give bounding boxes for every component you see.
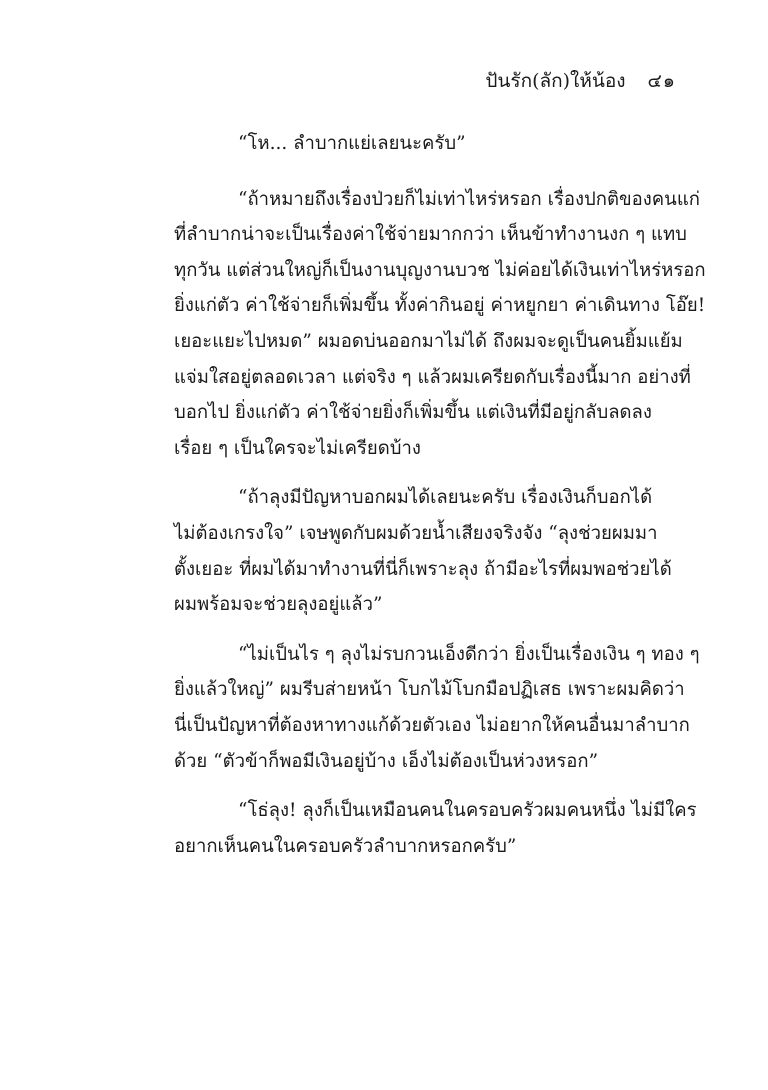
text-line: ทุกวัน แต่ส่วนใหญ่ก็เป็นงานบุญงานบวช ไม่ค่อยได้เงินเท่าไหร่หรอก	[174, 259, 706, 281]
text-line: ยิ่งแก่ตัว ค่าใช้จ่ายก็เพิ่มขึ้น ทั้งค่ากินอยู่ ค่าหยูกยา ค่าเดินทาง โอ๊ย!	[174, 295, 706, 317]
paragraph	[174, 480, 679, 622]
text-line: แจ่มใสอยู่ตลอดเวลา แต่จริง ๆ แล้วผมเครียดกับเรื่องนี้มาก อย่างที่	[174, 366, 691, 388]
text-line: ด้วย “ตัวข้าก็พอมีเงินอยู่บ้าง เอ็งไม่ต้องเป็นห่วงหรอก”	[174, 750, 599, 772]
text-line: บอกไป ยิ่งแก่ตัว ค่าใช้จ่ายยิ่งก็เพิ่มขึ้น แต่เงินที่มีอยู่กลับลดลง	[174, 402, 652, 424]
text-line: “โธ่ลุง! ลุงก็เป็นเหมือนคนในครอบครัวผมคนหนึ่ง ไม่มีใคร	[238, 800, 697, 822]
text-line: ผมพร้อมจะช่วยลุงอยู่แล้ว”	[174, 594, 383, 616]
book-title: ปันรัก(ลัก)ให้น้อง	[485, 70, 626, 92]
text-line: ที่ลำบากน่าจะเป็นเรื่องค่าใช้จ่ายมากกว่า เห็นข้าทำงานงก ๆ แทบ	[174, 224, 687, 246]
text-line: เรื่อย ๆ เป็นใครจะไม่เครียดบ้าง	[174, 437, 421, 459]
paragraph	[174, 126, 679, 162]
page-number: ๔๑	[647, 70, 676, 92]
text-line: ตั้งเยอะ ที่ผมได้มาทำงานที่นี่ก็เพราะลุง ถ้ามีอะไรที่ผมพอช่วยได้	[174, 558, 672, 580]
paragraph	[174, 637, 700, 779]
text-line: ยิ่งแล้วใหญ่” ผมรีบส่ายหน้า โบกไม้โบกมือปฏิเสธ เพราะผมคิดว่า	[174, 679, 685, 701]
text-line: ไม่ต้องเกรงใจ” เจษพูดกับผมด้วยน้ำเสียงจริงจัง “ลุงช่วยผมมา	[174, 522, 658, 544]
text-line: “โห... ลำบากแย่เลยนะครับ”	[238, 133, 466, 154]
text-line: “ถ้าหมายถึงเรื่องป่วยก็ไม่เท่าไหร่หรอก เรื่องปกติของคนแก่	[238, 188, 700, 210]
text-line: “ถ้าลุงมีปัญหาบอกผมได้เลยนะครับ เรื่องเงินก็บอกได้	[238, 487, 653, 509]
text-line: นี่เป็นปัญหาที่ต้องหาทางแก้ด้วยตัวเอง ไม่อยากให้คนอื่นมาลำบาก	[174, 714, 690, 736]
running-header	[485, 66, 676, 96]
paragraph	[174, 182, 706, 467]
text-line: “ไม่เป็นไร ๆ ลุงไม่รบกวนเอ็งดีกว่า ยิ่งเป็นเรื่องเงิน ๆ ทอง ๆ	[238, 643, 700, 665]
page-body	[174, 126, 706, 878]
text-line: เยอะแยะไปหมด” ผมอดบ่นออกมาไม่ได้ ถึงผมจะดูเป็นคนยิ้มแย้ม	[174, 330, 683, 352]
text-line: อยากเห็นคนในครอบครัวลำบากหรอกครับ”	[174, 835, 517, 857]
paragraph	[174, 793, 697, 864]
